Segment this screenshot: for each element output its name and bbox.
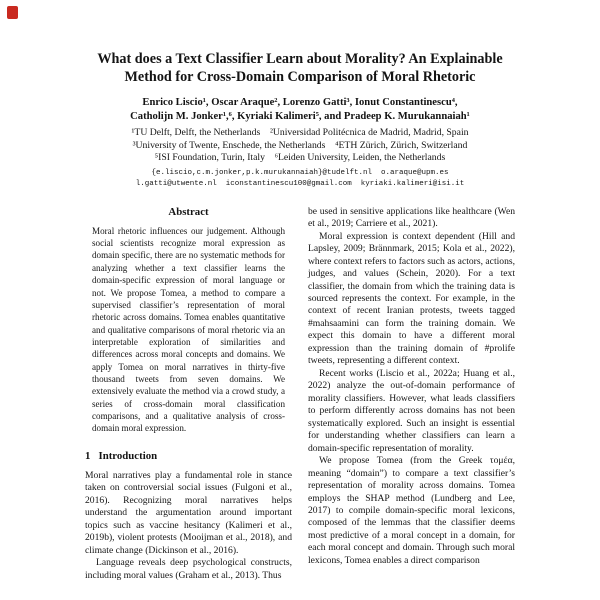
author-line: Enrico Liscio¹, Oscar Araque², Lorenzo Gatti³, Ionut Constantinescu⁴, [142, 96, 458, 108]
affiliation-line: ¹TU Delft, Delft, the Netherlands ²Universidad Politécnica de Madrid, Madrid, Spain [131, 126, 469, 138]
left-column [85, 206, 292, 582]
email-line: l.gatti@utwente.nl iconstantinescu100@gmail.com kyriaki.kalimeri@isi.it [135, 180, 465, 189]
body-paragraph: Moral expression is context dependent (Hill and Lapsley, 2009; Brännmark, 2015; Kola et al., 2022), where context refers to factors such as actors, actions, judges, and values (Schein, 2020). For a text classifier, the domain from which the training data is sourced represents the context. For example, in the context of recent Iranian protests, tweets tagged #mahsaamini can form the training domain. We expect this domain to have a different moral expression than the training domain of #prolife tweets, representing a different context. [308, 230, 515, 367]
abstract-heading: Abstract [168, 205, 209, 218]
affiliation-line: ⁵ISI Foundation, Turin, Italy ⁶Leiden University, Leiden, the Netherlands [154, 152, 446, 164]
body-paragraph: We propose Tomea (from the Greek τομέα, meaning “domain”) to compare a text classifier’s representation of morality across domains. Tomea employs the SHAP method (Lundberg and Lee, 2017) to compile domain-specific moral lexicons, composed of the lemmas that the classifier deems most predictive of a moral concept in a domain, for each moral concept and domain. Through such moral lexicons, Tomea enables a direct comparison [308, 455, 515, 566]
author-line: Catholijn M. Jonker¹,⁶, Kyriaki Kalimeri⁵, and Pradeep K. Murukannaiah¹ [130, 110, 470, 122]
email-line: {e.liscio,c.m.jonker,p.k.murukannaiah}@tudelft.nl o.araque@upm.es [151, 169, 449, 178]
two-column-body [85, 206, 515, 582]
section-heading-introduction: 1 Introduction [85, 449, 158, 462]
body-paragraph: Language reveals deep psychological constructs, including moral values (Graham et al., 2013). Thus [85, 557, 292, 581]
paper-title-line: What does a Text Classifier Learn about Morality? An Explainable [97, 51, 503, 67]
body-paragraph: Moral narratives play a fundamental role in stance taken on controversial social issues (Fulgoni et al., 2016). Recognizing moral narratives helps understand the argumentation around important topics such as vaccine hesitancy (Kalimeri et al., 2019b), violent protests (Mooijman et al., 2018), and climate change (Dickinson et al., 2016). [85, 469, 292, 556]
body-paragraph: be used in sensitive applications like healthcare (Wen et al., 2019; Carriere et al., 2021). [308, 205, 515, 230]
email-list [85, 168, 515, 191]
author-list [85, 96, 515, 124]
body-paragraph: Recent works (Liscio et al., 2022a; Huang et al., 2022) analyze the out-of-domain performance of morality classifiers. However, what leads classifiers to perform differently across domains has not been systematically explored. Such an insight is essential for understanding whether classifiers can learn a domain-specific representation of morality. [308, 367, 515, 454]
right-column [308, 206, 515, 582]
affiliation-list [85, 127, 515, 165]
abstract-text: Moral rhetoric influences our judgement. Although social scientists recognize moral expression as domain specific, there are no systematic methods for analyzing whether a text classifier learns the domain-specific expression of moral language or not. We propose Tomea, a method to compare a supervised classifier’s representation of moral rhetoric across domains. Tomea enables quantitative and qualitative comparisons of moral rhetoric via an interpretable exploration of similarities and differences across moral concepts and domains. We apply Tomea on moral narratives in thirty-five thousand tweets from seven domains. We extensively evaluate the method via a crowd study, a series of cross-domain moral classification comparisons, and a qualitative analysis of cross-domain moral expression. [92, 225, 285, 434]
affiliation-line: ³University of Twente, Enschede, the Netherlands ⁴ETH Zürich, Zürich, Switzerland [132, 139, 468, 151]
paper-title-line: Method for Cross-Domain Comparison of Moral Rhetoric [124, 69, 476, 86]
paper-title [85, 50, 515, 87]
introduction-paragraphs [85, 470, 292, 582]
right-column-paragraphs [308, 206, 515, 568]
